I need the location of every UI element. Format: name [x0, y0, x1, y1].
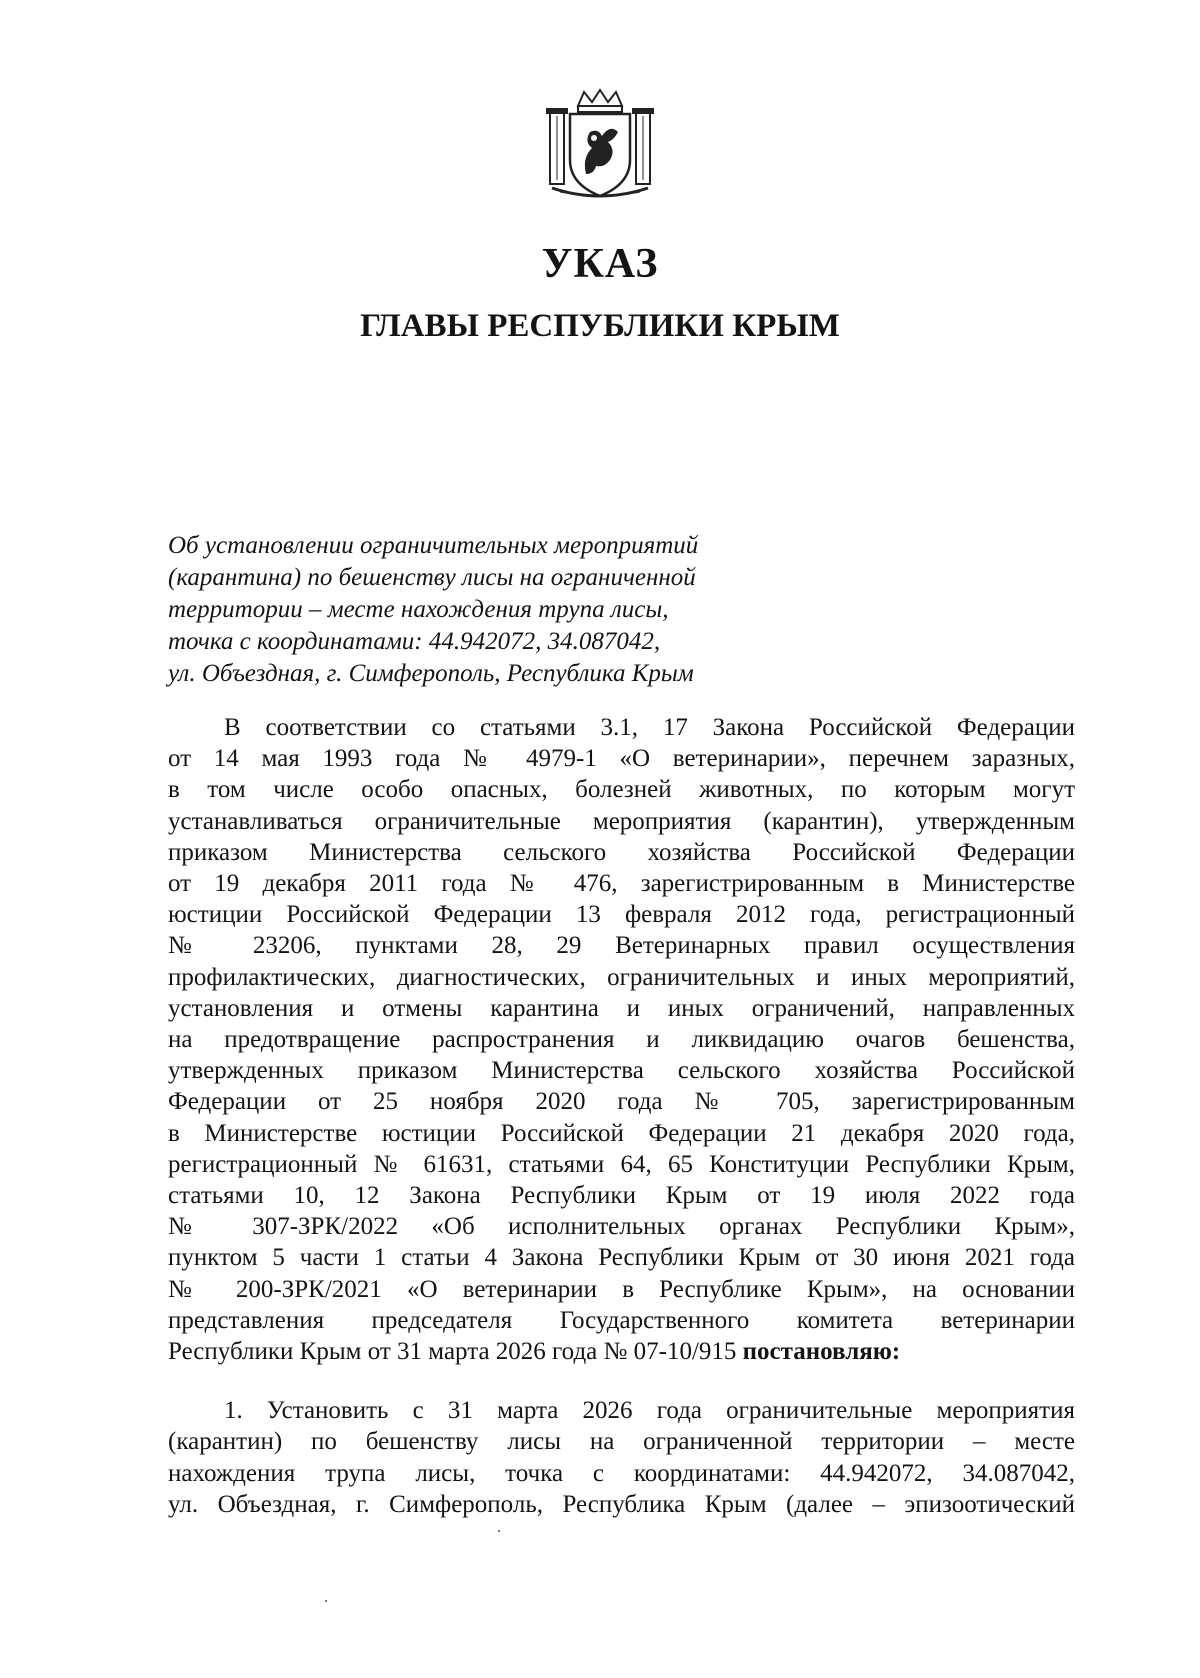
body-line: пунктом 5 части 1 статьи 4 Закона Республики Крым от 30 июня 2021 года [168, 1244, 1075, 1272]
paragraph-item-1 [168, 1395, 1075, 1520]
body-line: устанавливаться ограничительные мероприятия (карантин), утвержденным [168, 807, 1075, 835]
document-title: УКАЗ [541, 241, 659, 287]
subject-line: (карантина) по бешенству лисы на ограниченной [168, 564, 696, 591]
body-line: на предотвращение распространения и ликвидацию очагов бешенства, [168, 1026, 1075, 1054]
body-line: от 19 декабря 2011 года № 476, зарегистрированным в Министерстве [168, 870, 1075, 898]
document-subtitle: ГЛАВЫ РЕСПУБЛИКИ КРЫМ [360, 308, 840, 344]
body-line: утвержденных приказом Министерства сельского хозяйства Российской [168, 1057, 1075, 1085]
scan-speck [498, 1530, 500, 1532]
body-line: (карантин) по бешенству лисы на ограниченной территории – месте [168, 1428, 1075, 1456]
scan-speck [325, 1600, 327, 1602]
decree-keyword: постановляю: [742, 1338, 901, 1366]
body-line: № 307-ЗРК/2022 «Об исполнительных органах Республики Крым», [168, 1213, 1075, 1241]
subject-line: точка с координатами: 44.942072, 34.087042, [168, 628, 661, 655]
body-line: приказом Министерства сельского хозяйства Российской Федерации [168, 838, 1075, 866]
body-line: статьями 10, 12 Закона Республики Крым от 19 июля 2022 года [168, 1182, 1075, 1210]
document-body [168, 712, 1075, 1520]
paragraph-preamble [168, 712, 1075, 1367]
subject-line: Об установлении ограничительных мероприятий [168, 532, 699, 559]
body-line: профилактических, диагностических, ограничительных и иных мероприятий, [168, 963, 1075, 991]
body-line: Федерации от 25 ноября 2020 года № 705, зарегистрированным [168, 1088, 1075, 1116]
body-line-text: Республики Крым от 31 марта 2026 года № 07-10/915 [168, 1338, 737, 1366]
body-line: от 14 мая 1993 года № 4979-1 «О ветеринарии», перечнем заразных, [168, 745, 1075, 773]
body-line: нахождения трупа лисы, точка с координатами: 44.942072, 34.087042, [168, 1459, 1075, 1487]
body-line: регистрационный № 61631, статьями 64, 65 Конституции Республики Крым, [168, 1150, 1075, 1178]
coat-of-arms-icon [538, 88, 662, 204]
body-line: № 23206, пунктами 28, 29 Ветеринарных правил осуществления [168, 932, 1075, 960]
body-line: представления председателя Государственного комитета ветеринарии [168, 1306, 1075, 1334]
body-line: в том числе особо опасных, болезней животных, по которым могут [168, 776, 1075, 804]
body-line: юстиции Российской Федерации 13 февраля 2012 года, регистрационный [168, 901, 1075, 929]
body-line: в Министерстве юстиции Российской Федерации 21 декабря 2020 года, [168, 1119, 1075, 1147]
body-line: ул. Объездная, г. Симферополь, Республика Крым (далее – эпизоотический [168, 1490, 1075, 1518]
body-line: № 200-ЗРК/2021 «О ветеринарии в Республике Крым», на основании [168, 1275, 1075, 1303]
body-line: установления и отмены карантина и иных ограничений, направленных [168, 994, 1075, 1022]
subject-line: ул. Объездная, г. Симферополь, Республика Крым [168, 660, 694, 687]
body-line: 1. Установить с 31 марта 2026 года ограничительные мероприятия [224, 1397, 1075, 1425]
body-line: В соответствии со статьями 3.1, 17 Закона Российской Федерации [224, 714, 1075, 741]
body-line-last [168, 1336, 1075, 1367]
document-subject [168, 530, 808, 690]
subject-line: территории – месте нахождения трупа лисы, [168, 596, 669, 623]
